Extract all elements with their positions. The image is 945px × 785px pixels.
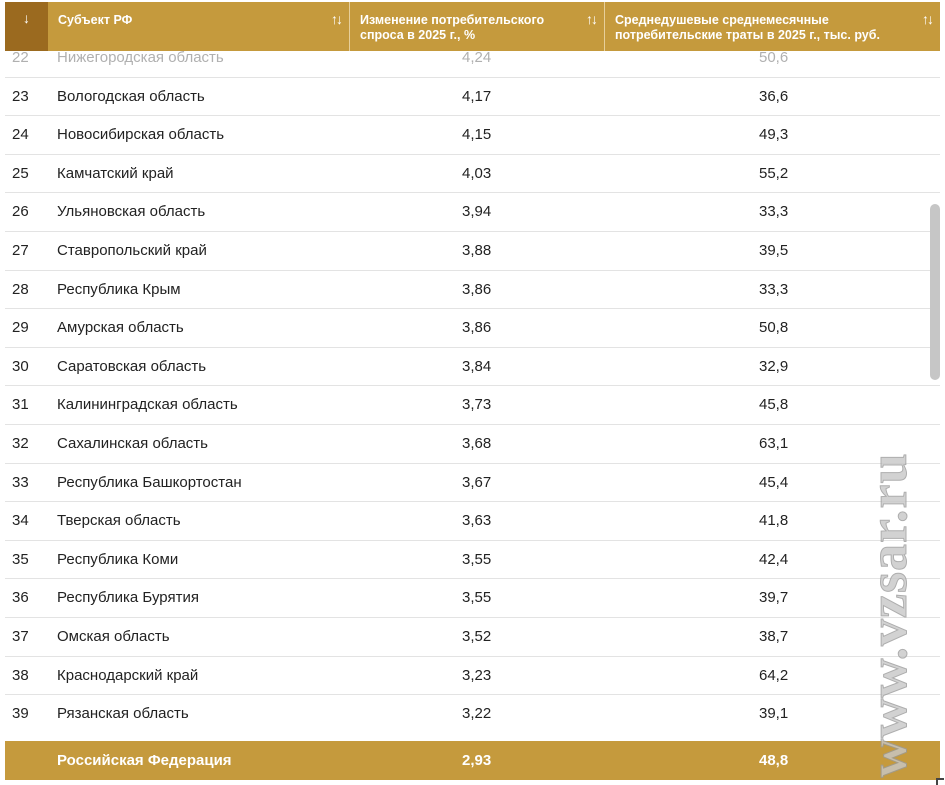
row-spending: 36,6	[759, 87, 789, 105]
row-demand-change: 3,23	[462, 666, 492, 684]
row-demand-change: 3,84	[462, 357, 492, 375]
sort-toggle-icon[interactable]: ↑↓	[922, 11, 932, 27]
spending-column-label: Среднедушевые среднемесячные потребительские траты в 2025 г., тыс. руб.	[615, 13, 880, 42]
row-region: Омская область	[57, 627, 170, 645]
sort-toggle-icon[interactable]: ↑↓	[586, 11, 596, 27]
table-row	[5, 425, 940, 464]
row-region: Калининградская область	[57, 396, 238, 414]
row-demand-change: 4,03	[462, 164, 492, 182]
row-demand-change: 3,63	[462, 512, 492, 530]
row-demand-change: 3,55	[462, 550, 492, 568]
table-row	[5, 193, 940, 232]
site-watermark: www.vzsar.ru	[858, 452, 918, 778]
table-header	[5, 2, 940, 51]
row-region: Ульяновская область	[57, 203, 206, 221]
subject-column-header[interactable]	[48, 2, 349, 51]
row-demand-change: 4,17	[462, 87, 492, 105]
row-rank: 29	[12, 319, 29, 337]
corner-marker	[936, 778, 944, 785]
row-demand-change: 3,22	[462, 705, 492, 723]
total-region: Российская Федерация	[57, 752, 232, 769]
row-region: Сахалинская область	[57, 434, 208, 452]
row-spending: 49,3	[759, 126, 789, 144]
row-rank: 27	[12, 241, 29, 259]
sort-descending-icon: ↓	[23, 10, 30, 26]
subject-column-label: Субъект РФ	[58, 13, 133, 27]
row-demand-change: 3,73	[462, 396, 492, 414]
row-demand-change: 3,52	[462, 627, 492, 645]
row-spending: 32,9	[759, 357, 789, 375]
row-rank: 26	[12, 203, 29, 221]
table-row	[5, 309, 940, 348]
row-rank: 28	[12, 280, 29, 298]
table-row	[5, 695, 940, 733]
row-spending: 50,6	[759, 51, 789, 66]
row-rank: 31	[12, 396, 29, 414]
row-rank: 39	[12, 705, 29, 723]
row-demand-change: 3,55	[462, 589, 492, 607]
table-row	[5, 348, 940, 387]
demand-change-column-header[interactable]	[349, 2, 604, 51]
row-spending: 41,8	[759, 512, 789, 530]
table-row	[5, 386, 940, 425]
table-row	[5, 232, 940, 271]
row-region: Рязанская область	[57, 705, 189, 723]
row-demand-change: 3,94	[462, 203, 492, 221]
table-row	[5, 657, 940, 696]
row-rank: 33	[12, 473, 29, 491]
total-spending: 48,8	[759, 752, 789, 769]
row-region: Нижегородская область	[57, 51, 224, 66]
row-rank: 23	[12, 87, 29, 105]
row-region: Республика Башкортостан	[57, 473, 242, 491]
table-row	[5, 51, 940, 78]
row-rank: 37	[12, 627, 29, 645]
row-rank: 25	[12, 164, 29, 182]
row-demand-change: 3,67	[462, 473, 492, 491]
table-row	[5, 502, 940, 541]
row-rank: 38	[12, 666, 29, 684]
row-demand-change: 4,15	[462, 126, 492, 144]
row-spending: 33,3	[759, 280, 789, 298]
table-rows	[5, 51, 940, 733]
row-region: Вологодская область	[57, 87, 205, 105]
row-region: Новосибирская область	[57, 126, 225, 144]
row-demand-change: 3,86	[462, 280, 492, 298]
row-spending: 64,2	[759, 666, 789, 684]
table-row	[5, 155, 940, 194]
sort-toggle-icon[interactable]: ↑↓	[331, 11, 341, 27]
row-region: Саратовская область	[57, 357, 207, 375]
row-region: Республика Коми	[57, 550, 179, 568]
table-row	[5, 78, 940, 117]
row-region: Камчатский край	[57, 164, 174, 182]
row-spending: 39,1	[759, 705, 789, 723]
row-rank: 32	[12, 434, 29, 452]
row-demand-change: 4,24	[462, 51, 492, 66]
row-rank: 36	[12, 589, 29, 607]
row-region: Краснодарский край	[57, 666, 199, 684]
row-spending: 45,8	[759, 396, 789, 414]
row-spending: 33,3	[759, 203, 789, 221]
row-rank: 35	[12, 550, 29, 568]
table-row	[5, 464, 940, 503]
table-row	[5, 579, 940, 618]
table-row	[5, 271, 940, 310]
spending-column-header[interactable]	[604, 2, 940, 51]
row-spending: 38,7	[759, 627, 789, 645]
row-region: Республика Крым	[57, 280, 181, 298]
row-spending: 50,8	[759, 319, 789, 337]
row-spending: 42,4	[759, 550, 789, 568]
row-demand-change: 3,86	[462, 319, 492, 337]
row-region: Амурская область	[57, 319, 184, 337]
row-spending: 45,4	[759, 473, 789, 491]
row-region: Ставропольский край	[57, 241, 207, 259]
row-spending: 55,2	[759, 164, 789, 182]
row-spending: 39,7	[759, 589, 789, 607]
row-demand-change: 3,88	[462, 241, 492, 259]
table-row	[5, 541, 940, 580]
table-row	[5, 116, 940, 155]
demand-change-column-label: Изменение потребительского спроса в 2025 г., %	[360, 13, 545, 42]
row-spending: 63,1	[759, 434, 789, 452]
table-row	[5, 618, 940, 657]
row-rank: 34	[12, 512, 29, 530]
total-row	[5, 741, 940, 780]
row-region: Тверская область	[57, 512, 181, 530]
row-spending: 39,5	[759, 241, 789, 259]
vertical-scrollbar-thumb[interactable]	[930, 204, 940, 380]
rank-column-header[interactable]	[5, 2, 48, 51]
total-demand-change: 2,93	[462, 752, 492, 769]
row-rank: 24	[12, 126, 29, 144]
row-region: Республика Бурятия	[57, 589, 199, 607]
row-rank: 22	[12, 51, 29, 66]
row-demand-change: 3,68	[462, 434, 492, 452]
row-rank: 30	[12, 357, 29, 375]
table-body[interactable]	[5, 51, 940, 733]
